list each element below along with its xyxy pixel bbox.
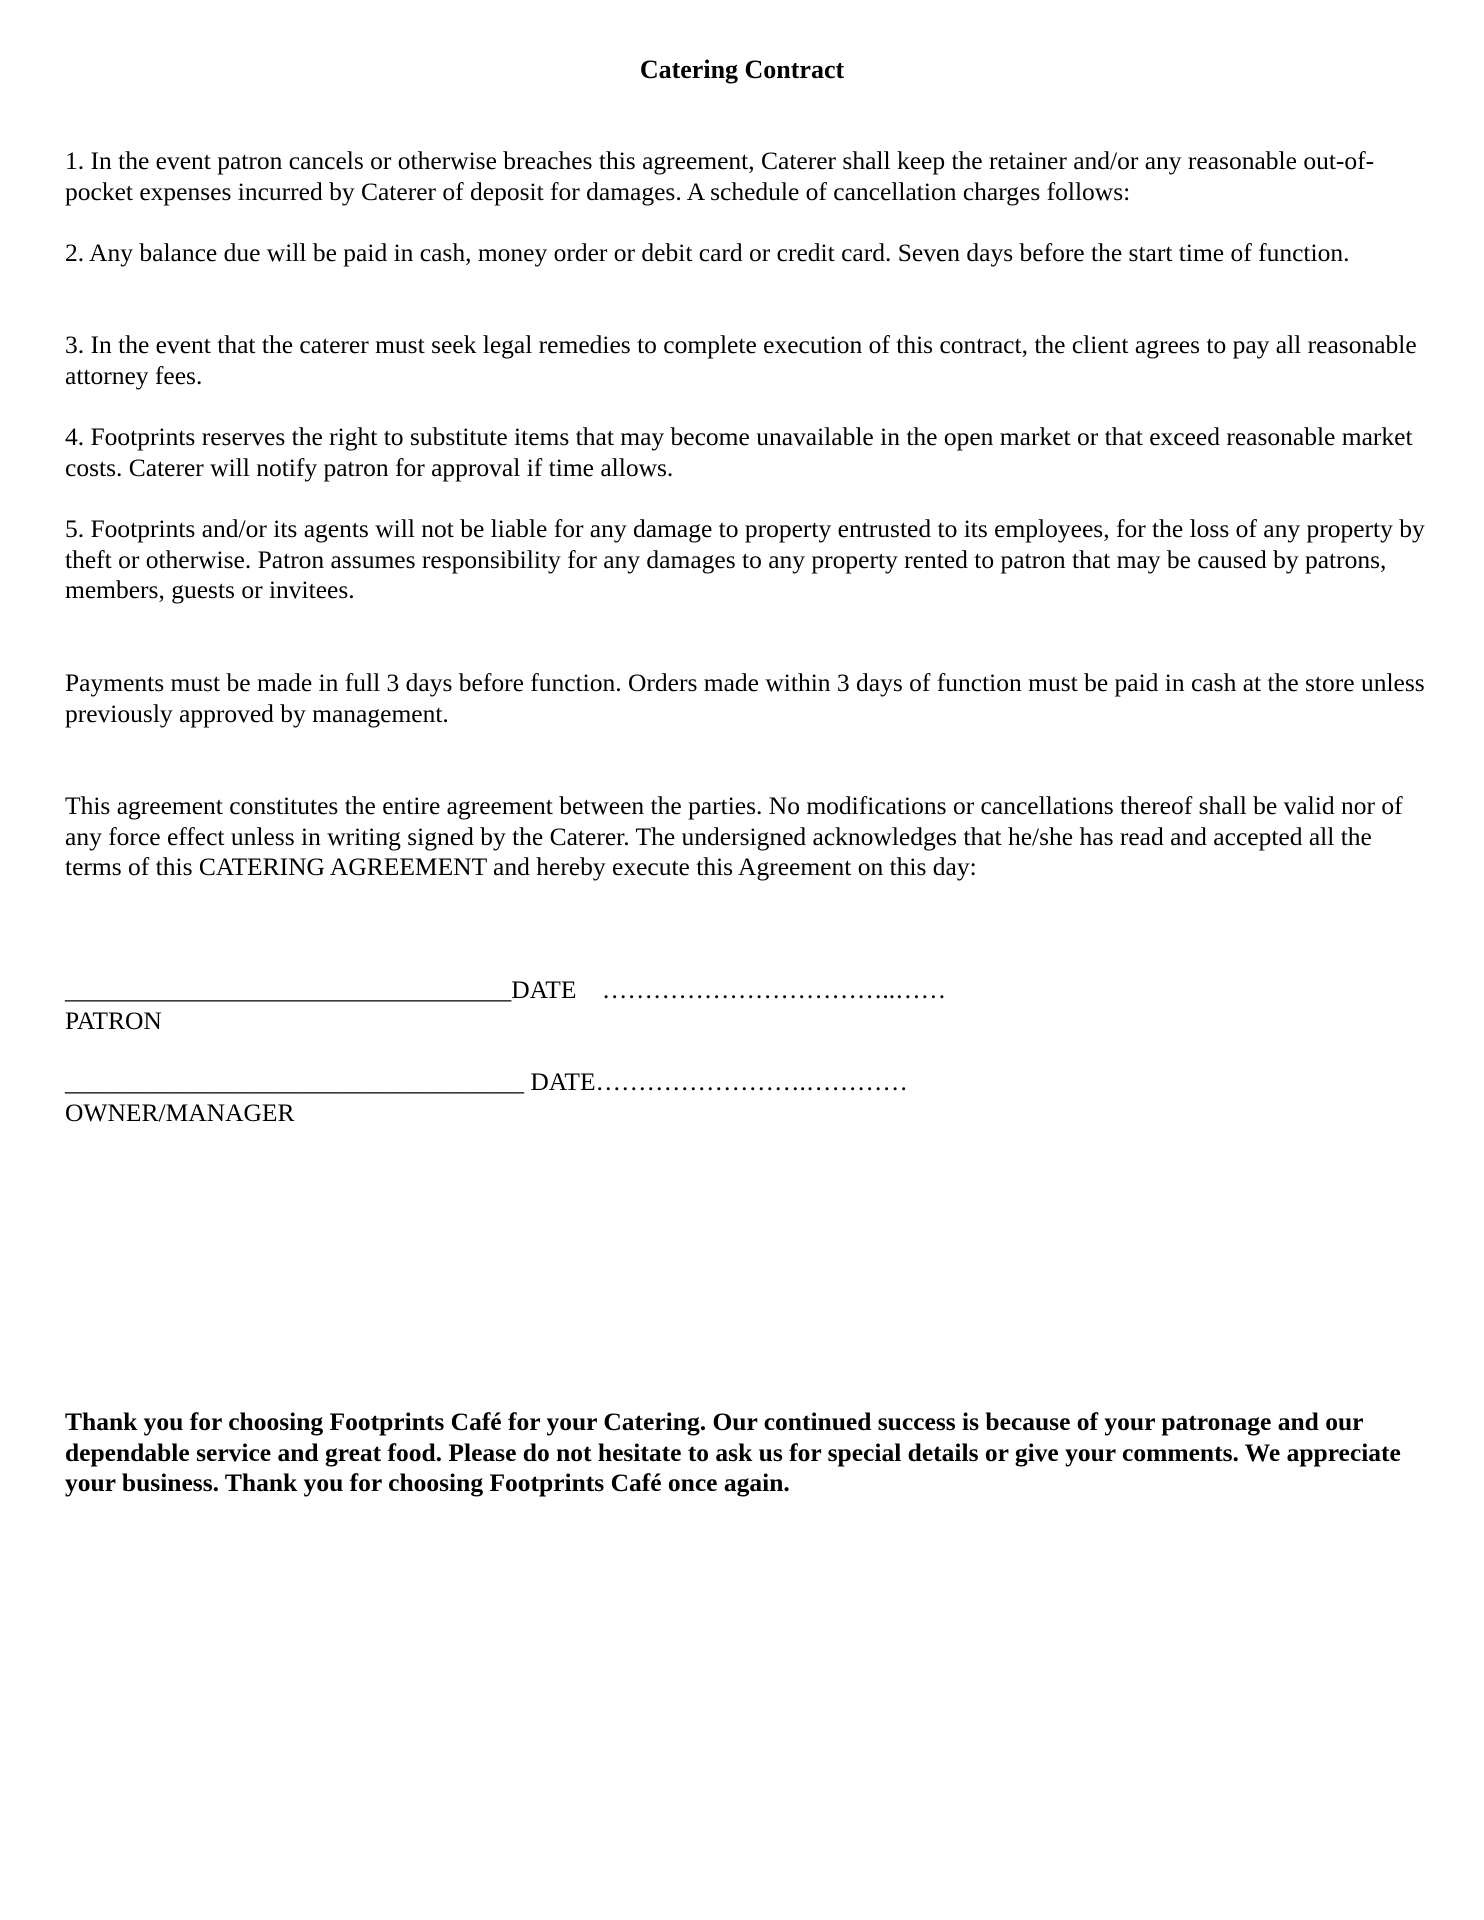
payments-paragraph: Payments must be made in full 3 days before function. Orders made within 3 days of function must be paid in cash at the store unless previously approved by management. — [65, 668, 1425, 728]
page-title: Catering Contract — [639, 55, 845, 84]
thank-you-note: Thank you for choosing Footprints Café for your Catering. Our continued success is because of your patronage and our dependable service and great food. Please do not hesitate to ask us for special details or give your comments. We appreciate your business. Thank you for choosing Footprints Café once again. — [65, 1407, 1401, 1497]
clause-4: 4. Footprints reserves the right to substitute items that may become unavailable in the open market or that exceed reasonable market costs. Caterer will notify patron for approval if time allows. — [65, 422, 1413, 482]
patron-signature-line: ___________________________________DATE ……………………………..…… — [65, 975, 947, 1004]
patron-label: PATRON — [65, 1006, 162, 1035]
clause-1: 1. In the event patron cancels or otherwise breaches this agreement, Caterer shall keep the retainer and/or any reasonable out-of-pocket expenses incurred by Caterer of deposit for damages. A schedule of cancellation charges follows: — [65, 146, 1375, 206]
manager-signature-line: ____________________________________ DATE…………………….………… — [65, 1067, 908, 1096]
clause-5: 5. Footprints and/or its agents will not be liable for any damage to property entrusted to its employees, for the loss of any property by theft or otherwise. Patron assumes responsibility for any damages to any property rented to patron that may be caused by patrons, members, guests or invitees. — [65, 514, 1425, 604]
manager-label: OWNER/MANAGER — [65, 1098, 295, 1127]
agreement-paragraph: This agreement constitutes the entire agreement between the parties. No modifications or cancellations thereof shall be valid nor of any force effect unless in writing signed by the Caterer. The undersigned acknowledges that he/she has read and accepted all the terms of this CATERING AGREEMENT and hereby execute this Agreement on this day: — [65, 791, 1403, 881]
clause-2: 2. Any balance due will be paid in cash, money order or debit card or credit card. Seven days before the start time of function. — [65, 238, 1350, 267]
clause-3: 3. In the event that the caterer must seek legal remedies to complete execution of this contract, the client agrees to pay all reasonable attorney fees. — [65, 330, 1417, 390]
